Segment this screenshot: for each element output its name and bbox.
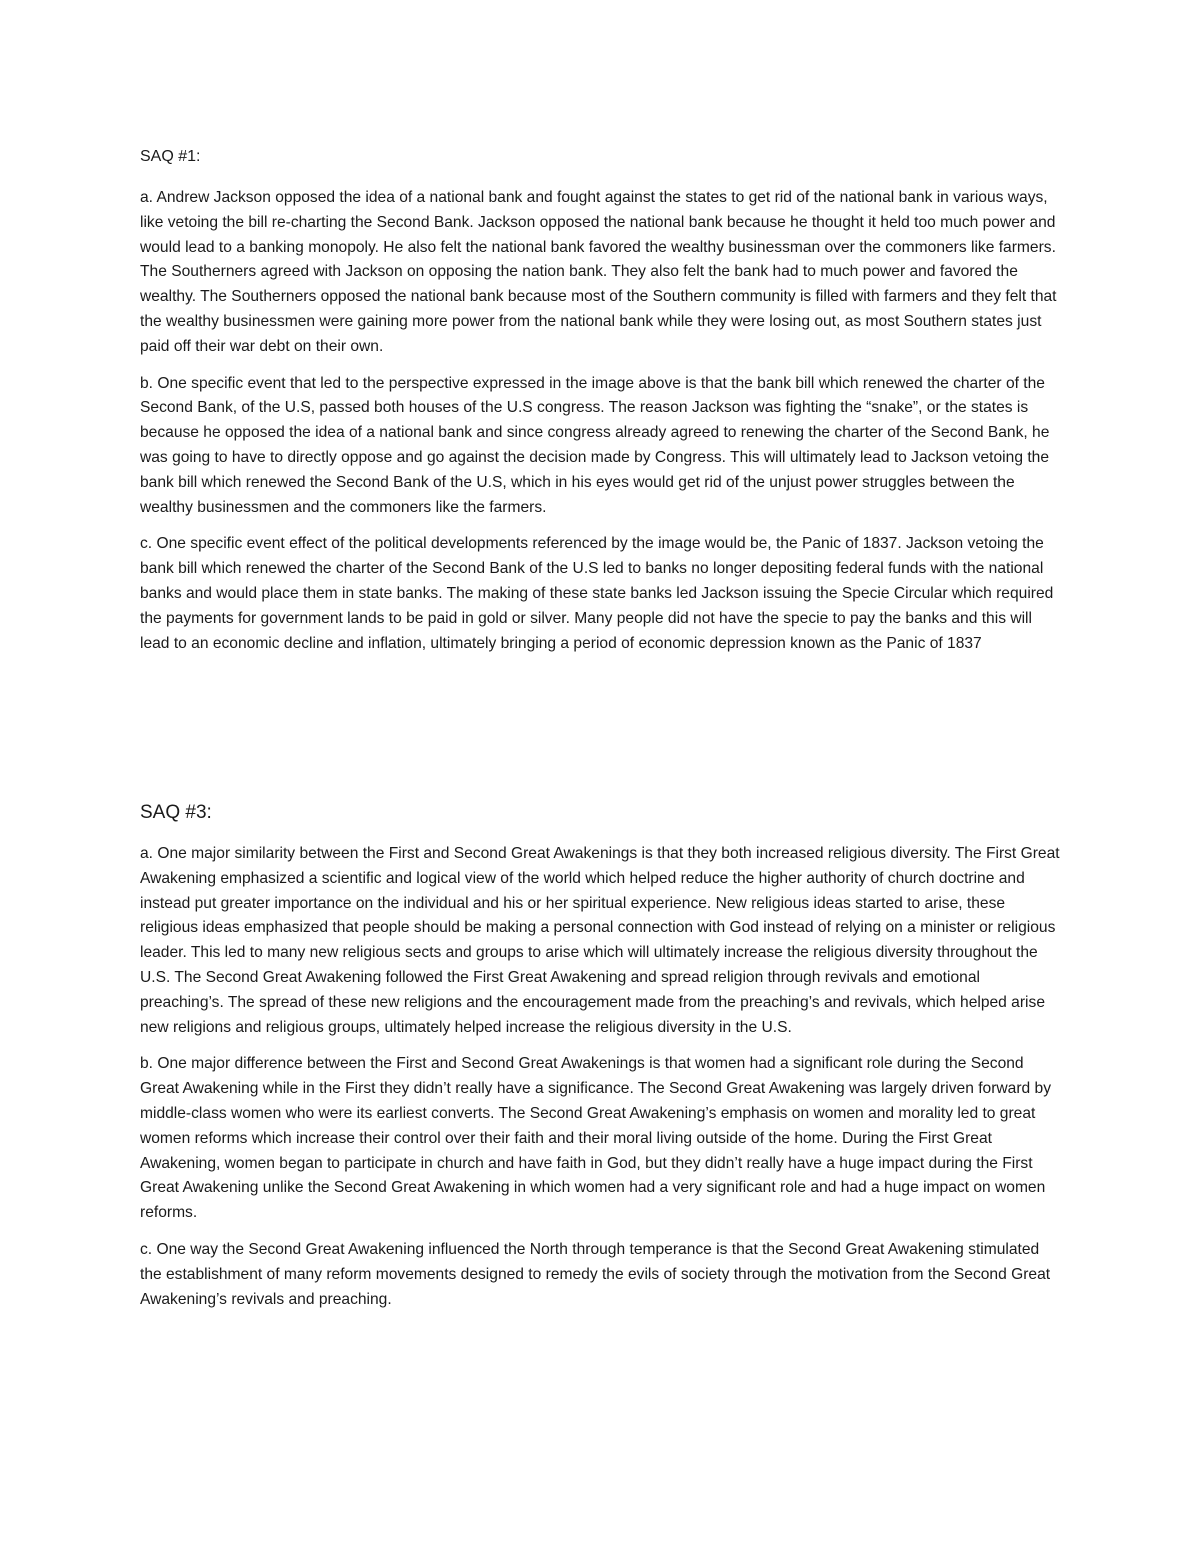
saq-3-answer-c: c. One way the Second Great Awakening influenced the North through temperance is that the Second Great Awakening stimulated the establishment of many reform movements designed to remedy the evils of society through the motivation from the Second Great Awakening’s revivals and preaching. [140, 1240, 1051, 1308]
saq-1-section [140, 146, 1062, 668]
saq-3-answer-b: b. One major difference between the First and Second Great Awakenings is that women had a significant role during the Second Great Awakening while in the First they didn’t really have a significance. The Second Great Awakening was largely driven forward by middle-class women who were its earliest converts. The Second Great Awakening’s emphasis on women and morality led to great women reforms which increase their control over their faith and their moral living outside of the home. During the First Great Awakening, women began to participate in church and have faith in God, but they didn’t really have a huge impact during the First Great Awakening unlike the Second Great Awakening in which women had a very significant role and had a huge impact on women reforms. [140, 1055, 1051, 1222]
saq-1-heading: SAQ #1: [140, 148, 201, 165]
saq-1-answer-b: b. One specific event that led to the perspective expressed in the image above is that the bank bill which renewed the charter of the Second Bank, of the U.S, passed both houses of the U.S congress. The reason Jackson was fighting the “snake”, or the states is because he opposed the idea of a national bank and since congress already agreed to renewing the charter of the Second Bank, he was going to have to directly oppose and go against the decision made by Congress. This will ultimately lead to Jackson vetoing the bank bill which renewed the Second Bank of the U.S, which in his eyes would get rid of the unjust power struggles between the wealthy businessmen and the commoners like the farmers. [140, 374, 1050, 516]
saq-3-heading: SAQ #3: [140, 802, 212, 823]
saq-1-answer-a: a. Andrew Jackson opposed the idea of a national bank and fought against the states to get rid of the national bank in various ways, like vetoing the bill re-charting the Second Bank. Jackson opposed the national bank because he thought it held too much power and would lead to a banking monopoly. He also felt the national bank favored the wealthy businessman over the commoners like farmers. The Southerners agreed with Jackson on opposing the nation bank. They also felt the bank had to much power and favored the wealthy. The Southerners opposed the national bank because most of the Southern community is filled with farmers and they felt that the wealthy businessmen were gaining more power from the national bank while they were losing out, as most Southern states just paid off their war debt on their own. [140, 189, 1057, 355]
saq-3-answer-a: a. One major similarity between the First and Second Great Awakenings is that they both increased religious diversity. The First Great Awakening emphasized a scientific and logical view of the world which helped reduce the higher authority of church doctrine and instead put greater importance on the individual and his or her spiritual experience. New religious ideas started to arise, these religious ideas emphasized that people should be making a personal connection with God instead of relying on a minister or religious leader. This led to many new religious sects and groups to arise which will ultimately increase the religious diversity throughout the U.S. The Second Great Awakening followed the First Great Awakening and spread religion through revivals and emotional preaching’s. The spread of these new religions and the encouragement made from the preaching’s and revivals, which helped arise new religions and religious groups, ultimately helped increase the religious diversity in the U.S. [140, 845, 1060, 1036]
saq-3-section [140, 800, 1062, 1324]
saq-1-answer-c: c. One specific event effect of the political developments referenced by the image would be, the Panic of 1837. Jackson vetoing the bank bill which renewed the charter of the Second Bank of the U.S led to banks no longer depositing federal funds with the national banks and would place them in state banks. The making of these state banks led Jackson issuing the Specie Circular which required the payments for government lands to be paid in gold or silver. Many people did not have the specie to pay the banks and this will lead to an economic decline and inflation, ultimately bringing a period of economic depression known as the Panic of 1837 [140, 535, 1054, 652]
